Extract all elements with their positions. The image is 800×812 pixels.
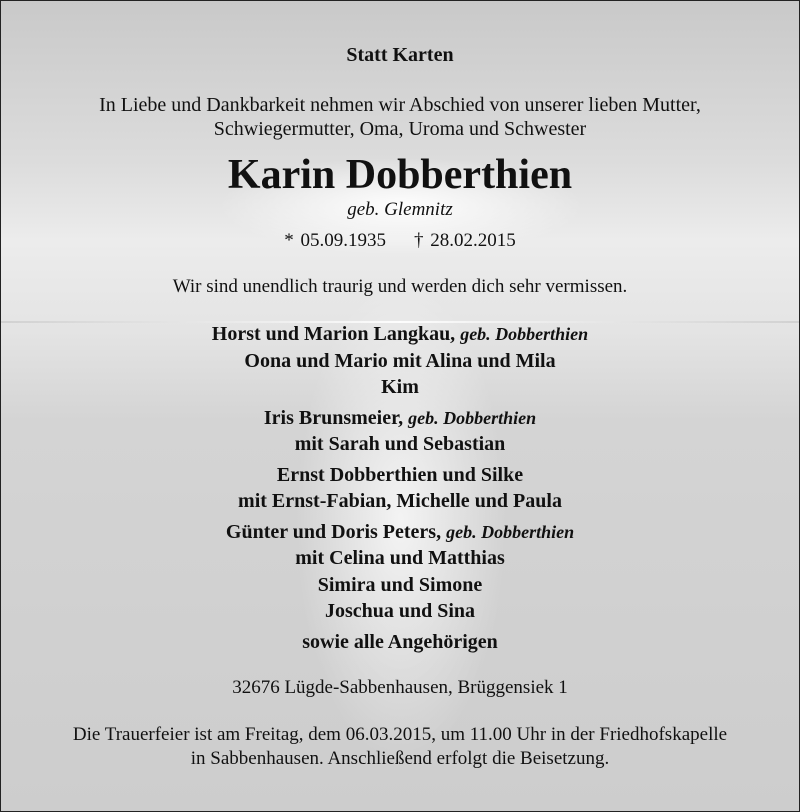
header-statt-karten: Statt Karten	[346, 44, 454, 66]
ceremony-info	[1, 723, 799, 771]
family-line-text: Günter und Doris Peters,	[225, 520, 442, 543]
family-line-text: Horst und Marion Langkau,	[211, 323, 456, 345]
family-line	[1, 572, 799, 599]
ceremony-line: in Sabbenhausen. Anschließend erfolgt die Beisetzung.	[190, 748, 610, 769]
closing-line: sowie alle Angehörigen	[302, 630, 498, 653]
family-line	[1, 598, 799, 625]
family-group	[1, 462, 799, 515]
address: 32676 Lügde-Sabbenhausen, Brüggensiek 1	[232, 677, 568, 698]
maiden-note: geb. Dobberthien	[408, 407, 537, 428]
intro-line: Schwiegermutter, Oma, Uroma und Schwester	[213, 118, 587, 140]
death-date: † 28.02.2015	[414, 230, 516, 251]
family-line	[1, 374, 799, 401]
maiden-note: geb. Dobberthien	[460, 324, 589, 344]
deceased-name: Karin Dobberthien	[227, 152, 573, 198]
family-line	[1, 462, 799, 489]
family-group	[1, 519, 799, 625]
intro-text	[1, 93, 799, 141]
ceremony-line: Die Trauerfeier ist am Freitag, dem 06.03.2015, um 11.00 Uhr in der Friedhofskapelle	[72, 724, 728, 745]
family-line-text: mit Celina und Matthias	[295, 547, 505, 569]
family-line	[1, 431, 799, 458]
family-line	[1, 321, 799, 348]
family-line-text: mit Sarah und Sebastian	[294, 433, 506, 455]
family-line-text: Iris Brunsmeier,	[263, 406, 404, 429]
family-line	[1, 488, 799, 515]
family-line-text: mit Ernst-Fabian, Michelle und Paula	[238, 490, 562, 512]
family-line-text: Oona und Mario mit Alina und Mila	[244, 349, 556, 372]
family-line	[1, 348, 799, 375]
family-line	[1, 519, 799, 546]
family-line	[1, 405, 799, 432]
family-line-text: Ernst Dobberthien und Silke	[276, 463, 524, 486]
maiden-name: geb. Glemnitz	[347, 199, 453, 220]
grief-line: Wir sind unendlich traurig und werden dich sehr vermissen.	[172, 276, 628, 297]
birth-date: * 05.09.1935	[284, 230, 386, 251]
mourners-list	[1, 321, 799, 655]
family-line-text: Kim	[381, 376, 419, 398]
family-line-text: Joschua und Sina	[324, 600, 476, 622]
family-line	[1, 545, 799, 572]
maiden-note: geb. Dobberthien	[446, 521, 575, 542]
family-group	[1, 405, 799, 458]
life-dates	[1, 230, 799, 252]
family-group	[1, 321, 799, 401]
family-line-text: Simira und Simone	[317, 573, 483, 596]
intro-line: In Liebe und Dankbarkeit nehmen wir Abschied von unserer lieben Mutter,	[99, 94, 701, 116]
